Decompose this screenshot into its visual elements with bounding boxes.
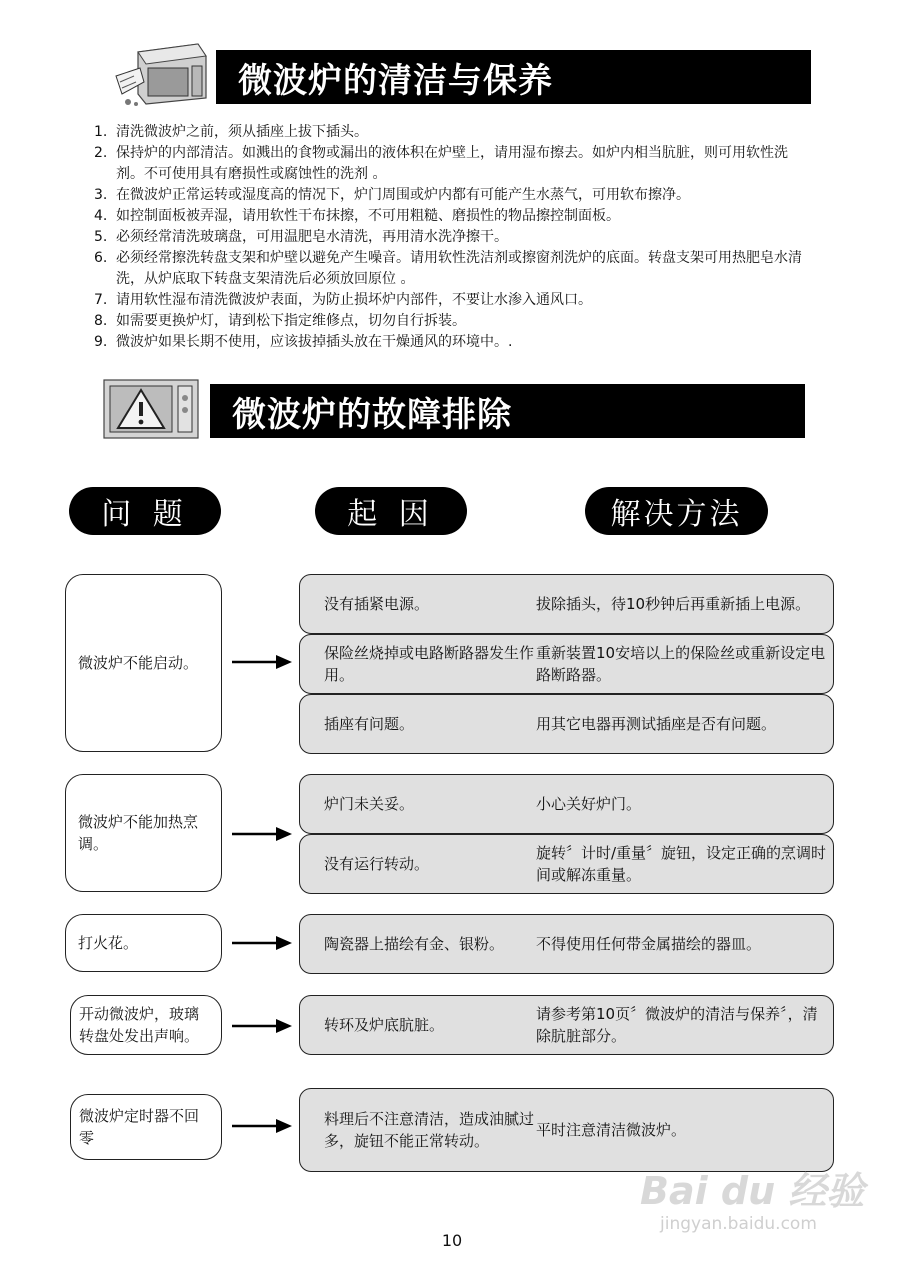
cleaning-steps-list — [94, 122, 814, 353]
troubleshoot-row — [299, 914, 834, 974]
problem-box: 微波炉定时器不回零 — [70, 1094, 222, 1160]
troubleshoot-row — [299, 574, 834, 634]
watermark-logo: Bai du 经验 — [640, 1169, 865, 1213]
arrow-icon — [232, 1016, 292, 1036]
troubleshoot-row — [299, 774, 834, 834]
arrow-icon — [232, 933, 292, 953]
troubleshoot-row — [299, 995, 834, 1055]
troubleshoot-row — [299, 634, 834, 694]
column-header-solution: 解决方法 — [585, 487, 768, 535]
problem-box: 微波炉不能加热烹调。 — [65, 774, 222, 892]
solution-text: 请参考第10页〞微波炉的清洁与保养〞，清除肮脏部分。 — [536, 1005, 818, 1045]
cause-text: 炉门未关妥。 — [324, 795, 415, 813]
column-header-cause: 起 因 — [315, 487, 467, 535]
solution-text: 旋转〞计时/重量〞旋钮，设定正确的烹调时间或解冻重量。 — [536, 844, 827, 884]
arrow-icon — [232, 1116, 292, 1136]
list-item: 7. 请用软性湿布清洗微波炉表面，为防止损坏炉内部件，不要让水渗入通风口。 — [94, 292, 592, 308]
problem-box: 开动微波炉，玻璃转盘处发出声响。 — [70, 995, 222, 1055]
cause-text: 转环及炉底肮脏。 — [324, 1016, 445, 1034]
cause-text: 没有运行转动。 — [324, 855, 430, 873]
watermark-url: jingyan.baidu.com — [660, 1214, 817, 1234]
list-item: 5. 必须经常清洗玻璃盘，可用温肥皂水清洗，再用清水洗净擦干。 — [94, 229, 508, 245]
cause-text: 料理后不注意清洁，造成油腻过多，旋钮不能正常转动。 — [324, 1110, 535, 1150]
troubleshoot-row — [299, 694, 834, 754]
solution-text: 小心关好炉门。 — [536, 795, 642, 813]
section-title-cleaning-text: 微波炉的清洁与保养 — [238, 60, 553, 101]
list-item: 4. 如控制面板被弄湿，请用软性干布抹擦，不可用粗糙、磨损性的物品擦控制面板。 — [94, 208, 620, 224]
list-item: 9. 微波炉如果长期不使用，应该拔掉插头放在干燥通风的环境中。. — [94, 334, 513, 350]
problem-box: 微波炉不能启动。 — [65, 574, 222, 752]
section-title-troubleshooting-text: 微波炉的故障排除 — [232, 394, 512, 435]
solution-text: 不得使用任何带金属描绘的器皿。 — [536, 935, 762, 953]
section-title-troubleshooting — [210, 384, 805, 438]
solution-text: 重新装置10安培以上的保险丝或重新设定电路断路器。 — [536, 644, 826, 684]
solution-text: 拔除插头，待10秒钟后再重新插上电源。 — [536, 595, 811, 613]
troubleshoot-row — [299, 834, 834, 894]
warning-microwave-icon — [102, 376, 202, 442]
list-item: 6. 必须经常擦洗转盘支架和炉壁以避免产生噪音。请用软性洗洁剂或擦窗剂洗炉的底面。转盘支架可用热肥皂水清洗，从炉底取下转盘支架清洗后必须放回原位 。 — [94, 250, 802, 287]
problem-box: 打火花。 — [65, 914, 222, 972]
page-number: 10 — [441, 1231, 463, 1250]
column-header-problem: 问 题 — [69, 487, 221, 535]
list-item: 1. 清洗微波炉之前，须从插座上拔下插头。 — [94, 124, 368, 140]
cause-text: 插座有问题。 — [324, 715, 415, 733]
arrow-icon — [232, 652, 292, 672]
cause-text: 没有插紧电源。 — [324, 595, 430, 613]
arrow-icon — [232, 824, 292, 844]
list-item: 8. 如需要更换炉灯，请到松下指定维修点，切勿自行拆装。 — [94, 313, 466, 329]
solution-text: 用其它电器再测试插座是否有问题。 — [536, 715, 777, 733]
solution-text: 平时注意清洁微波炉。 — [536, 1121, 687, 1139]
microwave-cleaning-icon — [110, 38, 210, 110]
list-item: 2. 保持炉的内部清洁。如溅出的食物或漏出的液体积在炉壁上，请用湿布擦去。如炉内相当肮脏，则可用软性洗剂。不可使用具有磨损性或腐蚀性的洗剂 。 — [94, 145, 788, 182]
list-item: 3. 在微波炉正常运转或湿度高的情况下，炉门周围或炉内都有可能产生水蒸气，可用软布擦净。 — [94, 187, 690, 203]
section-title-cleaning — [216, 50, 811, 104]
cause-text: 保险丝烧掉或电路断路器发生作用。 — [324, 644, 535, 684]
cause-text: 陶瓷器上描绘有金、银粉。 — [324, 935, 505, 953]
